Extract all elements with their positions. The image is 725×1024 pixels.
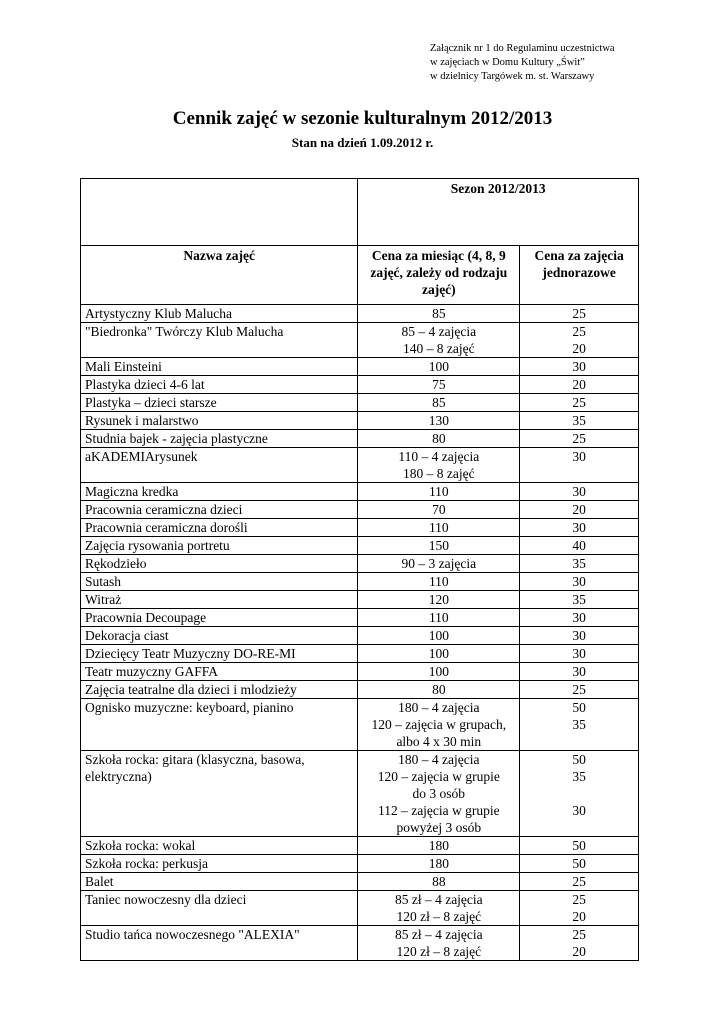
- monthly-price-line: 85 zł – 4 zajęcia: [394, 892, 483, 907]
- activity-name: Szkoła rocka: perkusja: [81, 855, 358, 873]
- table-row: [81, 412, 639, 430]
- monthly-price: [358, 645, 520, 663]
- single-price-line: 50: [572, 752, 586, 767]
- single-price-line: 35: [572, 592, 586, 607]
- activity-name: Studnia bajek - zajęcia plastyczne: [81, 430, 358, 448]
- monthly-price-line: 120: [428, 592, 449, 607]
- monthly-price-line: 110: [428, 574, 449, 589]
- table-row: [81, 501, 639, 519]
- monthly-price-line: do 3 osób: [412, 786, 466, 801]
- table-row: [81, 591, 639, 609]
- monthly-price-line: 112 – zajęcia w grupie: [377, 803, 500, 818]
- monthly-price: [358, 837, 520, 855]
- table-row: [81, 855, 639, 873]
- annex-line-3: w dzielnicy Targówek m. st. Warszawy: [430, 71, 595, 82]
- monthly-price: [358, 305, 520, 323]
- monthly-price: [358, 430, 520, 448]
- single-price: [520, 573, 639, 591]
- monthly-price-line: 85 – 4 zajęcia: [401, 324, 477, 339]
- monthly-price-line: 120 – zajęcia w grupach,: [371, 717, 507, 732]
- single-price-line: 30: [572, 664, 586, 679]
- single-price: [520, 394, 639, 412]
- monthly-price: [358, 681, 520, 699]
- single-price: [520, 837, 639, 855]
- single-price: [520, 663, 639, 681]
- table-row: [81, 681, 639, 699]
- activity-name: Ognisko muzyczne: keyboard, pianino: [81, 699, 358, 751]
- single-price-line: 25: [572, 324, 586, 339]
- single-price-line: 25: [572, 431, 586, 446]
- table-row: [81, 305, 639, 323]
- monthly-price: [358, 591, 520, 609]
- activity-name: aKADEMIArysunek: [81, 448, 358, 483]
- monthly-price: [358, 573, 520, 591]
- single-price: [520, 305, 639, 323]
- monthly-price: [358, 501, 520, 519]
- single-price-line: 50: [572, 700, 586, 715]
- monthly-price: [358, 627, 520, 645]
- monthly-price: [358, 609, 520, 627]
- monthly-price-line: 180 – 4 zajęcia: [398, 700, 480, 715]
- single-price-line: 25: [572, 395, 586, 410]
- single-price-line: 35: [572, 717, 586, 732]
- monthly-price-line: 110: [428, 610, 449, 625]
- single-price-line: 30: [572, 484, 586, 499]
- monthly-price-line: 85 zł – 4 zajęcia: [394, 927, 483, 942]
- activity-name: Szkoła rocka: wokal: [81, 837, 358, 855]
- monthly-price: [358, 358, 520, 376]
- single-price-line: 50: [572, 856, 586, 871]
- single-price-line: 25: [572, 927, 586, 942]
- column-header-single: Cena za zajęcia jednorazowe: [520, 246, 639, 305]
- monthly-price-line: 100: [428, 628, 449, 643]
- activity-name: Taniec nowoczesny dla dzieci: [81, 891, 358, 926]
- single-price-line: 30: [572, 449, 586, 464]
- single-price: [520, 681, 639, 699]
- single-price: [520, 609, 639, 627]
- activity-name: Dziecięcy Teatr Muzyczny DO-RE-MI: [81, 645, 358, 663]
- monthly-price: [358, 376, 520, 394]
- monthly-price: [358, 873, 520, 891]
- single-price-line: 30: [572, 520, 586, 535]
- table-row: [81, 448, 639, 483]
- activity-name: Plastyka – dzieci starsze: [81, 394, 358, 412]
- table-row: [81, 663, 639, 681]
- page-subtitle: Stan na dzień 1.09.2012 r.: [291, 135, 434, 150]
- monthly-price-line: 70: [432, 502, 446, 517]
- page-title: Cennik zajęć w sezonie kulturalnym 2012/2013: [172, 108, 553, 129]
- single-price: [520, 891, 639, 926]
- monthly-price-line: powyżej 3 osób: [396, 820, 482, 835]
- monthly-price: [358, 394, 520, 412]
- monthly-price-line: 100: [428, 664, 449, 679]
- monthly-price-line: 110: [428, 520, 449, 535]
- monthly-price-line: 180: [428, 838, 449, 853]
- activity-name: Artystyczny Klub Malucha: [81, 305, 358, 323]
- table-row: [81, 699, 639, 751]
- monthly-price: [358, 663, 520, 681]
- single-price-line: 35: [572, 556, 586, 571]
- activity-name: Dekoracja ciast: [81, 627, 358, 645]
- activity-name: Mali Einsteini: [81, 358, 358, 376]
- monthly-price-line: 140 – 8 zajęć: [403, 341, 475, 356]
- table-row: [81, 537, 639, 555]
- column-header-month: Cena za miesiąc (4, 8, 9 zajęć, zależy od rodzaju zajęć): [358, 246, 520, 305]
- single-price-line: 20: [572, 909, 586, 924]
- single-price-line: 40: [572, 538, 586, 553]
- monthly-price-line: 120 – zajęcia w grupie: [377, 769, 500, 784]
- activity-name: Teatr muzyczny GAFFA: [81, 663, 358, 681]
- monthly-price-line: 110: [428, 484, 449, 499]
- single-price: [520, 448, 639, 483]
- monthly-price-line: 150: [428, 538, 449, 553]
- single-price: [520, 376, 639, 394]
- monthly-price-line: 85: [432, 395, 446, 410]
- table-row: [81, 358, 639, 376]
- single-price: [520, 323, 639, 358]
- monthly-price: [358, 751, 520, 837]
- monthly-price-line: 88: [432, 874, 446, 889]
- table-row: [81, 645, 639, 663]
- monthly-price: [358, 891, 520, 926]
- single-price-line: 30: [572, 628, 586, 643]
- single-price: [520, 537, 639, 555]
- single-price-line: 30: [572, 646, 586, 661]
- activity-name: "Biedronka" Twórczy Klub Malucha: [81, 323, 358, 358]
- activity-name: Rękodzieło: [81, 555, 358, 573]
- season-header-row: [81, 179, 639, 246]
- monthly-price-line: 180 – 8 zajęć: [403, 466, 475, 481]
- monthly-price-line: 100: [428, 359, 449, 374]
- activity-name: Pracownia ceramiczna dorośli: [81, 519, 358, 537]
- monthly-price: [358, 412, 520, 430]
- monthly-price-line: 100: [428, 646, 449, 661]
- table-row: [81, 323, 639, 358]
- monthly-price: [358, 483, 520, 501]
- single-price-line: [524, 785, 634, 802]
- monthly-price: [358, 699, 520, 751]
- single-price: [520, 645, 639, 663]
- monthly-price-line: 90 – 3 zajęcia: [401, 556, 477, 571]
- monthly-price-line: 120 zł – 8 zajęć: [396, 909, 482, 924]
- monthly-price: [358, 323, 520, 358]
- monthly-price: [358, 855, 520, 873]
- activity-name: Zajęcia rysowania portretu: [81, 537, 358, 555]
- monthly-price: [358, 555, 520, 573]
- monthly-price-line: 80: [432, 431, 446, 446]
- single-price-line: 30: [572, 359, 586, 374]
- table-row: [81, 555, 639, 573]
- single-price: [520, 627, 639, 645]
- table-row: [81, 394, 639, 412]
- annex-line-2: w zajęciach w Domu Kultury „Świt”: [430, 57, 585, 68]
- activity-name: Studio tańca nowoczesnego "ALEXIA": [81, 926, 358, 961]
- activity-name: Pracownia Decoupage: [81, 609, 358, 627]
- activity-name: Witraż: [81, 591, 358, 609]
- single-price-line: 30: [572, 803, 586, 818]
- price-table-body: [81, 305, 639, 961]
- table-row: [81, 751, 639, 837]
- single-price: [520, 873, 639, 891]
- single-price-line: 25: [572, 874, 586, 889]
- single-price: [520, 591, 639, 609]
- monthly-price-line: 75: [432, 377, 446, 392]
- monthly-price-line: 120 zł – 8 zajęć: [396, 944, 482, 959]
- monthly-price-line: 180 – 4 zajęcia: [398, 752, 480, 767]
- season-header: Sezon 2012/2013: [358, 179, 639, 246]
- single-price: [520, 483, 639, 501]
- table-row: [81, 573, 639, 591]
- table-row: [81, 873, 639, 891]
- single-price-line: 35: [572, 413, 586, 428]
- monthly-price: [358, 926, 520, 961]
- single-price-line: 30: [572, 574, 586, 589]
- table-row: [81, 891, 639, 926]
- monthly-price: [358, 519, 520, 537]
- single-price: [520, 751, 639, 837]
- table-row: [81, 926, 639, 961]
- single-price-line: 25: [572, 682, 586, 697]
- annex-line-1: Załącznik nr 1 do Regulaminu uczestnictwa: [430, 43, 615, 54]
- table-row: [81, 430, 639, 448]
- single-price: [520, 358, 639, 376]
- single-price-line: 30: [572, 610, 586, 625]
- table-row: [81, 519, 639, 537]
- monthly-price-line: 180: [428, 856, 449, 871]
- monthly-price: [358, 448, 520, 483]
- activity-name: Magiczna kredka: [81, 483, 358, 501]
- single-price-line: 20: [572, 341, 586, 356]
- column-header-row: [81, 246, 639, 305]
- monthly-price-line: 130: [428, 413, 449, 428]
- table-row: [81, 609, 639, 627]
- activity-name: Zajęcia teatralne dla dzieci i mlodzieży: [81, 681, 358, 699]
- monthly-price-line: 110 – 4 zajęcia: [398, 449, 480, 464]
- table-row: [81, 483, 639, 501]
- monthly-price-line: albo 4 x 30 min: [396, 734, 482, 749]
- single-price: [520, 699, 639, 751]
- single-price-line: 35: [572, 769, 586, 784]
- single-price: [520, 501, 639, 519]
- activity-name: Balet: [81, 873, 358, 891]
- single-price-line: 20: [572, 377, 586, 392]
- column-header-name: Nazwa zajęć: [81, 246, 358, 305]
- annex-note: [430, 42, 615, 84]
- single-price: [520, 412, 639, 430]
- single-price: [520, 926, 639, 961]
- table-row: [81, 837, 639, 855]
- activity-name: Rysunek i malarstwo: [81, 412, 358, 430]
- single-price: [520, 555, 639, 573]
- single-price: [520, 855, 639, 873]
- activity-name: Plastyka dzieci 4-6 lat: [81, 376, 358, 394]
- table-row: [81, 627, 639, 645]
- price-table: [80, 178, 639, 961]
- monthly-price-line: 85: [432, 306, 446, 321]
- monthly-price: [358, 537, 520, 555]
- single-price-line: 20: [572, 502, 586, 517]
- monthly-price-line: 80: [432, 682, 446, 697]
- activity-name: Szkoła rocka: gitara (klasyczna, basowa, elektryczna): [81, 751, 358, 837]
- activity-name: Pracownia ceramiczna dzieci: [81, 501, 358, 519]
- single-price-line: 25: [572, 892, 586, 907]
- table-row: [81, 376, 639, 394]
- single-price-line: 50: [572, 838, 586, 853]
- activity-name: Sutash: [81, 573, 358, 591]
- single-price-line: 20: [572, 944, 586, 959]
- single-price: [520, 519, 639, 537]
- single-price-line: 25: [572, 306, 586, 321]
- single-price: [520, 430, 639, 448]
- empty-header-cell: [81, 179, 358, 246]
